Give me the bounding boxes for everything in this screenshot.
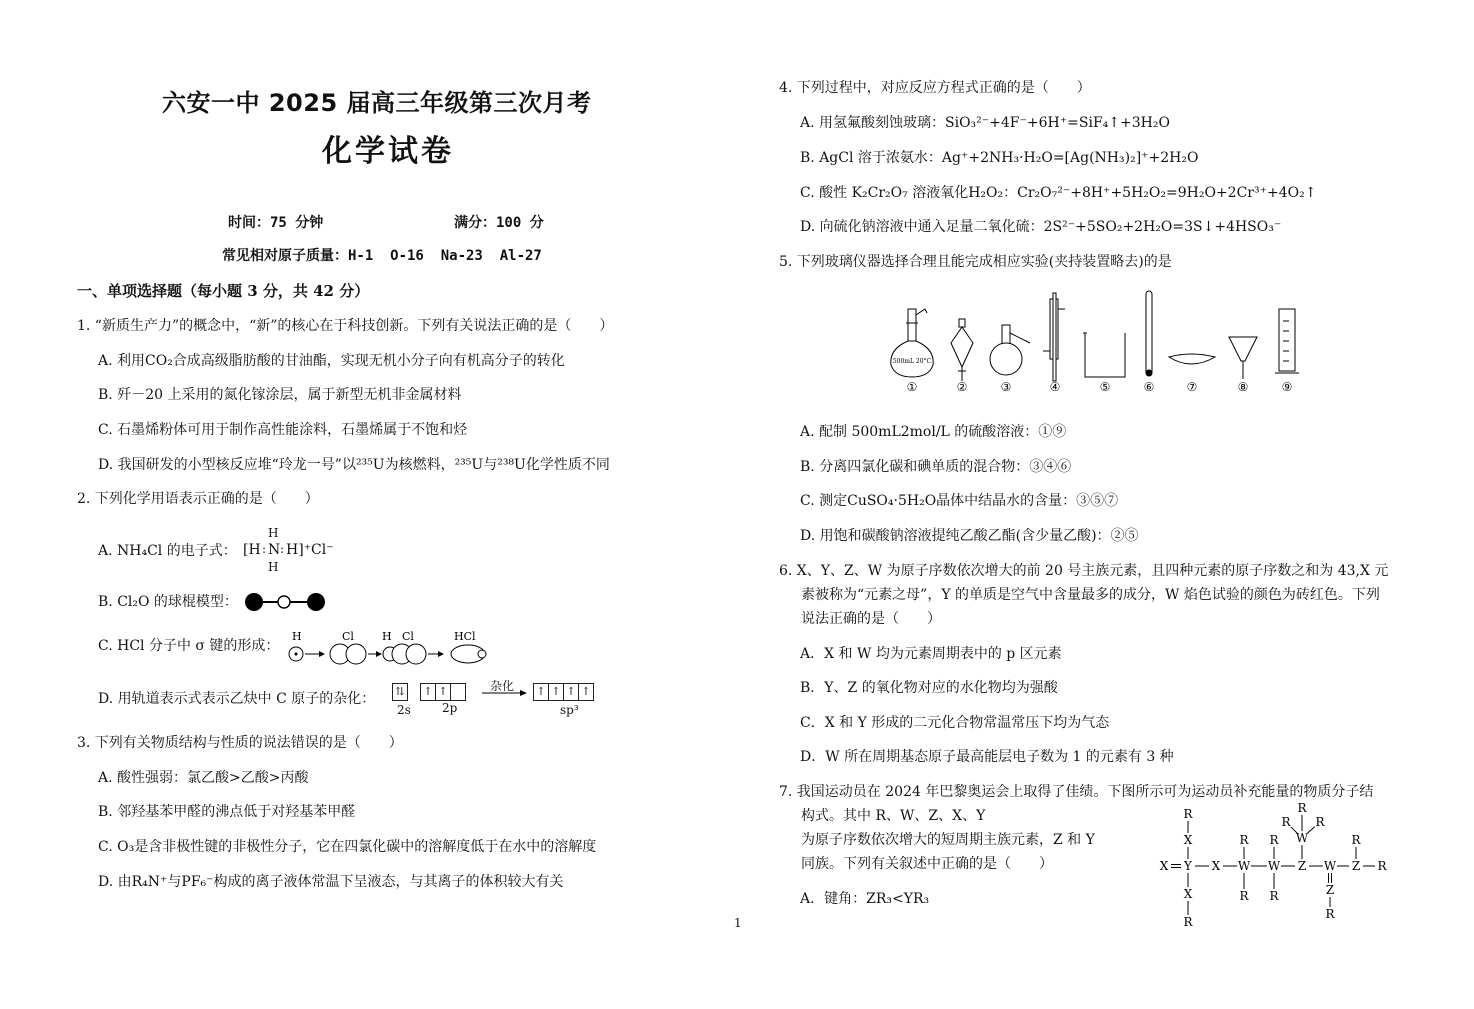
question-6-stem-line-1: 6. X、Y、Z、W 为原子序数依次增大的前 20 号主族元素，且四种元素的原子序数之和为 43,X 元: [779, 563, 1389, 579]
atom-x: X: [1183, 833, 1193, 847]
question-6-stem-line-3: 说法正确的是（ ）: [801, 611, 941, 627]
label-h-2: H: [382, 630, 392, 643]
atom-r: R: [1183, 807, 1193, 821]
formula-n: N: [268, 542, 281, 558]
atom-w: W: [1295, 831, 1309, 845]
atom-w: W: [1237, 859, 1251, 873]
condenser-icon: [1043, 293, 1065, 381]
nh4cl-electron-formula: [243, 526, 343, 576]
question-2-option-a[interactable]: A. NH₄Cl 的电子式：: [98, 543, 237, 559]
atom-x: X: [1183, 887, 1193, 901]
question-3-option-d[interactable]: D. 由R₄N⁺与PF₆⁻构成的离子液体常温下呈液态，与其离子的体积较大有关: [98, 874, 564, 890]
atom-z: Z: [1325, 883, 1335, 897]
formula-h-top: H: [268, 526, 279, 540]
question-5-option-b[interactable]: B. 分离四氯化碳和碘单质的混合物：③④⑥: [800, 459, 1072, 475]
orbital-2p-1: ↑: [420, 683, 436, 701]
atom-r: R: [1183, 915, 1193, 929]
question-5-option-d[interactable]: D. 用饱和碳酸钠溶液提纯乙酸乙酯(含少量乙酸)：②⑤: [800, 528, 1139, 544]
cl-atom-left: [245, 593, 263, 611]
question-7-stem-line-2: 构式。其中 R、W、Z、X、Y: [801, 808, 986, 824]
question-1-option-b[interactable]: B. 歼－20 上采用的氮化镓涂层，属于新型无机非金属材料: [98, 387, 462, 403]
question-2-option-b[interactable]: B. Cl₂O 的球棍模型：: [98, 594, 238, 610]
atom-x: X: [1211, 859, 1221, 873]
atomic-mass-line: 常见相对原子质量：H-1 O-16 Na-23 Al-27: [222, 248, 542, 264]
question-2-option-d[interactable]: D. 用轨道表示式表示乙炔中 C 原子的杂化：: [98, 691, 376, 707]
apparatus-label-8: ⑧: [1237, 380, 1249, 394]
question-7-stem-line-1: 7. 我国运动员在 2024 年巴黎奥运会上取得了佳绩。下图所示可为运动员补充能量的物质分子结: [779, 784, 1374, 800]
formula-dots-right: :: [280, 542, 285, 556]
question-4-option-b[interactable]: B. AgCl 溶于浓氨水：Ag⁺+2NH₃·H₂O=[Ag(NH₃)₂]⁺+2H₂O: [800, 150, 1199, 166]
atom-y: Y: [1184, 859, 1192, 873]
orbital-sp3-3: ↑: [563, 683, 579, 701]
question-6-option-b[interactable]: B．Y、Z 的氧化物对应的水化物均为强酸: [800, 680, 1058, 696]
atom-x: X: [1159, 859, 1169, 873]
orbital-2s: ⇅: [392, 683, 408, 701]
atom-r: R: [1297, 801, 1307, 815]
atom-z: Z: [1351, 859, 1361, 873]
bond-line: [1307, 827, 1315, 834]
apparatus-label-9: ⑨: [1281, 380, 1293, 394]
question-7-option-a[interactable]: A．键角：ZR₃<YR₃: [800, 891, 930, 907]
exam-time: 时间：75 分钟: [228, 215, 324, 231]
label-cl-2: Cl: [402, 630, 414, 643]
label-hybridization: 杂化: [490, 679, 515, 693]
question-6-option-c[interactable]: C．X 和 Y 形成的二元化合物常温常压下均为气态: [800, 715, 1110, 731]
question-2-option-c[interactable]: C. HCl 分子中 σ 键的形成：: [98, 638, 280, 654]
volumetric-flask-icon: [891, 309, 933, 377]
question-5-stem: 5. 下列玻璃仪器选择合理且能完成相应实验(夹持装置略去)的是: [779, 254, 1172, 270]
apparatus-label-3: ③: [1000, 380, 1012, 394]
question-7-stem-line-3: 为原子序数依次增大的短周期主族元素，Z 和 Y: [801, 832, 1095, 848]
beaker-icon: [1083, 333, 1125, 377]
glassware-figure: [885, 285, 1305, 397]
thermometer-icon: [1146, 291, 1153, 377]
question-3-option-c[interactable]: C. O₃是含非极性键的非极性分子，它在四氯化碳中的溶解度低于在水中的溶解度: [98, 839, 597, 855]
question-1-option-c[interactable]: C. 石墨烯粉体可用于制作高性能涂料，石墨烯属于不饱和烃: [98, 422, 468, 438]
question-3-stem: 3. 下列有关物质结构与性质的说法错误的是（ ）: [77, 735, 403, 751]
graduated-cylinder-icon: [1275, 309, 1299, 373]
section-heading: 一、单项选择题（每小题 3 分，共 42 分）: [77, 282, 370, 300]
orbital-2p-2: ↑: [435, 683, 451, 701]
formula-h-right: H]⁺Cl⁻: [286, 542, 334, 558]
distillation-flask-icon: [990, 325, 1030, 375]
question-1-stem: 1. “新质生产力”的概念中，“新”的核心在于科技创新。下列有关说法正确的是（ ）: [77, 318, 614, 334]
orbital-sp3-1: ↑: [533, 683, 549, 701]
atom-w: W: [1267, 859, 1281, 873]
apparatus-label-6: ⑥: [1143, 380, 1155, 394]
apparatus-label-1: ①: [906, 380, 918, 394]
atom-r: R: [1269, 833, 1279, 847]
label-hcl: HCl: [454, 630, 476, 643]
formula-dots-left: :: [262, 542, 267, 556]
label-sp3: sp³: [560, 703, 579, 717]
atom-w: W: [1323, 859, 1337, 873]
formula-bracket-h: [H: [243, 542, 261, 558]
o-atom: [278, 596, 290, 608]
orbital-sp3-2: ↑: [548, 683, 564, 701]
atom-z: Z: [1297, 859, 1307, 873]
funnel-icon: [1229, 337, 1257, 379]
label-2s: 2s: [397, 703, 411, 717]
orbital-sp3-4: ↑: [578, 683, 594, 701]
label-h-1: H: [292, 630, 302, 643]
question-6-option-a[interactable]: A．X 和 W 均为元素周期表中的 p 区元素: [800, 646, 1062, 662]
atom-r: R: [1239, 889, 1249, 903]
exam-subtitle: 化学试卷: [322, 134, 454, 169]
question-3-option-a[interactable]: A. 酸性强弱：氯乙酸>乙酸>丙酸: [98, 770, 309, 786]
atom-r: R: [1269, 889, 1279, 903]
question-4-option-a[interactable]: A. 用氢氟酸刻蚀玻璃：SiO₃²⁻+4F⁻+6H⁺=SiF₄↑+3H₂O: [800, 115, 1170, 131]
question-4-option-d[interactable]: D. 向硫化钠溶液中通入足量二氧化硫：2S²⁻+5SO₂+2H₂O=3S↓+4HSO₃⁻: [800, 219, 1282, 235]
cl2o-ball-stick-model: [244, 590, 328, 614]
orbital-2p-3: [450, 683, 466, 701]
atom-r: R: [1239, 833, 1249, 847]
atom-r: R: [1281, 815, 1291, 829]
question-7-stem-line-4: 同族。下列有关叙述中正确的是（ ）: [801, 856, 1053, 872]
label-2p: 2p: [442, 701, 458, 715]
formula-h-bottom: H: [268, 560, 279, 574]
exam-score: 满分：100 分: [454, 215, 544, 231]
question-4-option-c[interactable]: C. 酸性 K₂Cr₂O₇ 溶液氧化H₂O₂：Cr₂O₇²⁻+8H⁺+5H₂O₂=9H₂O+2Cr³⁺+4O₂↑: [800, 185, 1317, 201]
arrow-icon: [482, 689, 528, 697]
atom-r: R: [1377, 859, 1387, 873]
sigma-bond-diagram: [284, 630, 494, 668]
apparatus-label-7: ⑦: [1186, 380, 1198, 394]
label-cl-1: Cl: [342, 630, 354, 643]
evaporating-dish-icon: [1169, 354, 1215, 364]
atom-r: R: [1325, 907, 1335, 921]
question-6-stem-line-2: 素被称为“元素之母”，Y 的单质是空气中含量最多的成分，W 焰色试验的颜色为砖红色。下列: [801, 587, 1380, 603]
apparatus-label-4: ④: [1049, 380, 1061, 394]
separatory-funnel-icon: [951, 319, 973, 381]
atom-r: R: [1351, 833, 1361, 847]
orbital-diagram: [392, 680, 612, 720]
question-1-option-a[interactable]: A. 利用CO₂合成高级脂肪酸的甘油酯，实现无机小分子向有机高分子的转化: [98, 353, 565, 369]
cl-atom-right: [307, 593, 325, 611]
question-5-option-c[interactable]: C. 测定CuSO₄·5H₂O晶体中结晶水的含量：③⑤⑦: [800, 493, 1119, 509]
page-number: 1: [734, 916, 742, 930]
apparatus-label-2: ②: [956, 380, 968, 394]
flask-volume-label: 500mL 20°C: [892, 358, 932, 365]
exam-title: 六安一中 2025 届高三年级第三次月考: [162, 89, 592, 117]
question-5-option-a[interactable]: A. 配制 500mL2mol/L 的硫酸溶液：①⑨: [800, 424, 1067, 440]
question-1-option-d[interactable]: D. 我国研发的小型核反应堆“玲龙一号”以²³⁵U为核燃料，²³⁵U与²³⁸U化学性质不同: [98, 457, 610, 473]
question-4-stem: 4. 下列过程中，对应反应方程式正确的是（ ）: [779, 80, 1091, 96]
question-3-option-b[interactable]: B. 邻羟基苯甲醛的沸点低于对羟基苯甲醛: [98, 804, 356, 820]
question-6-option-d[interactable]: D．W 所在周期基态原子最高能层电子数为 1 的元素有 3 种: [800, 749, 1174, 765]
question-2-stem: 2. 下列化学用语表示正确的是（ ）: [77, 491, 319, 507]
apparatus-label-5: ⑤: [1099, 380, 1111, 394]
atom-r: R: [1315, 815, 1325, 829]
molecular-structure-figure: [1150, 796, 1395, 936]
